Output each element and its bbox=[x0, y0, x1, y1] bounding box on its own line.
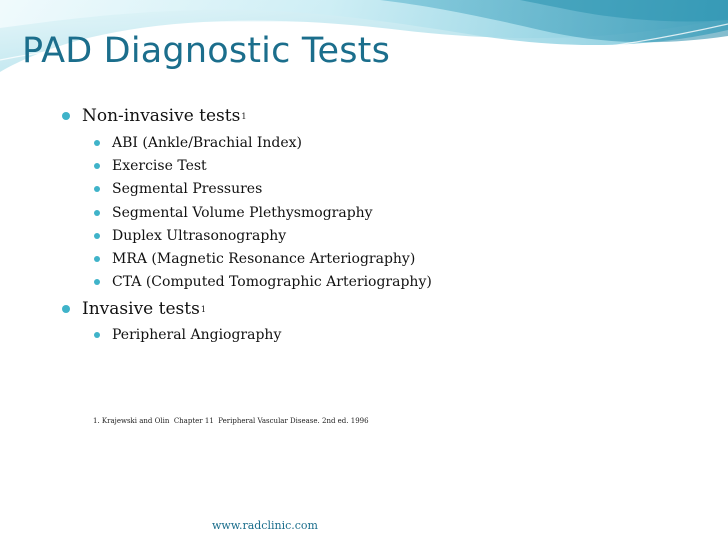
slide-title: PAD Diagnostic Tests bbox=[22, 31, 391, 71]
sub-bullet-label: Duplex Ultrasonography bbox=[112, 228, 287, 244]
footnote-ref: 1 bbox=[241, 111, 247, 121]
bullet-dot-icon bbox=[94, 140, 100, 146]
sub-bullet-label: Exercise Test bbox=[112, 158, 207, 174]
sub-bullet-duplex-ultrasonography bbox=[94, 228, 286, 244]
sub-bullet-label: ABI (Ankle/Brachial Index) bbox=[112, 135, 303, 151]
bullet-dot-icon bbox=[94, 256, 100, 262]
sub-bullet-label: CTA (Computed Tomographic Arteriography) bbox=[112, 274, 432, 290]
bullet-dot-icon bbox=[94, 163, 100, 169]
bullet-dot-icon bbox=[94, 210, 100, 216]
sub-bullet-label: Peripheral Angiography bbox=[112, 327, 282, 343]
sub-bullet-exercise-test bbox=[94, 158, 207, 174]
bullet-dot-icon bbox=[94, 186, 100, 192]
bullet-invasive-tests bbox=[62, 299, 206, 319]
bullet-dot-icon bbox=[62, 305, 70, 313]
sub-bullet-label: Segmental Pressures bbox=[112, 181, 263, 197]
bullet-dot-icon bbox=[94, 233, 100, 239]
bullet-dot-icon bbox=[94, 279, 100, 285]
sub-bullet-cta bbox=[94, 274, 432, 290]
sub-bullet-segmental-pressures bbox=[94, 181, 262, 197]
sub-bullet-label: MRA (Magnetic Resonance Arteriography) bbox=[112, 251, 416, 267]
bullet-dot-icon bbox=[94, 332, 100, 338]
bullet-non-invasive-tests bbox=[62, 106, 246, 126]
footer-url: www.radclinic.com bbox=[212, 519, 318, 532]
sub-bullet-abi bbox=[94, 135, 302, 151]
sub-bullet-mra bbox=[94, 251, 415, 267]
sub-bullet-segmental-volume-plethysmography bbox=[94, 205, 373, 221]
sub-bullet-peripheral-angiography bbox=[94, 327, 281, 343]
bullet-label: Invasive tests bbox=[82, 299, 200, 319]
sub-bullet-label: Segmental Volume Plethysmography bbox=[112, 205, 373, 221]
bullet-label: Non-invasive tests bbox=[82, 106, 241, 126]
bullet-dot-icon bbox=[62, 112, 70, 120]
footnote-ref: 1 bbox=[200, 304, 206, 314]
footnote-citation: 1. Krajewski and Olin Chapter 11 Peripheral Vascular Disease. 2nd ed. 1996 bbox=[93, 417, 369, 425]
